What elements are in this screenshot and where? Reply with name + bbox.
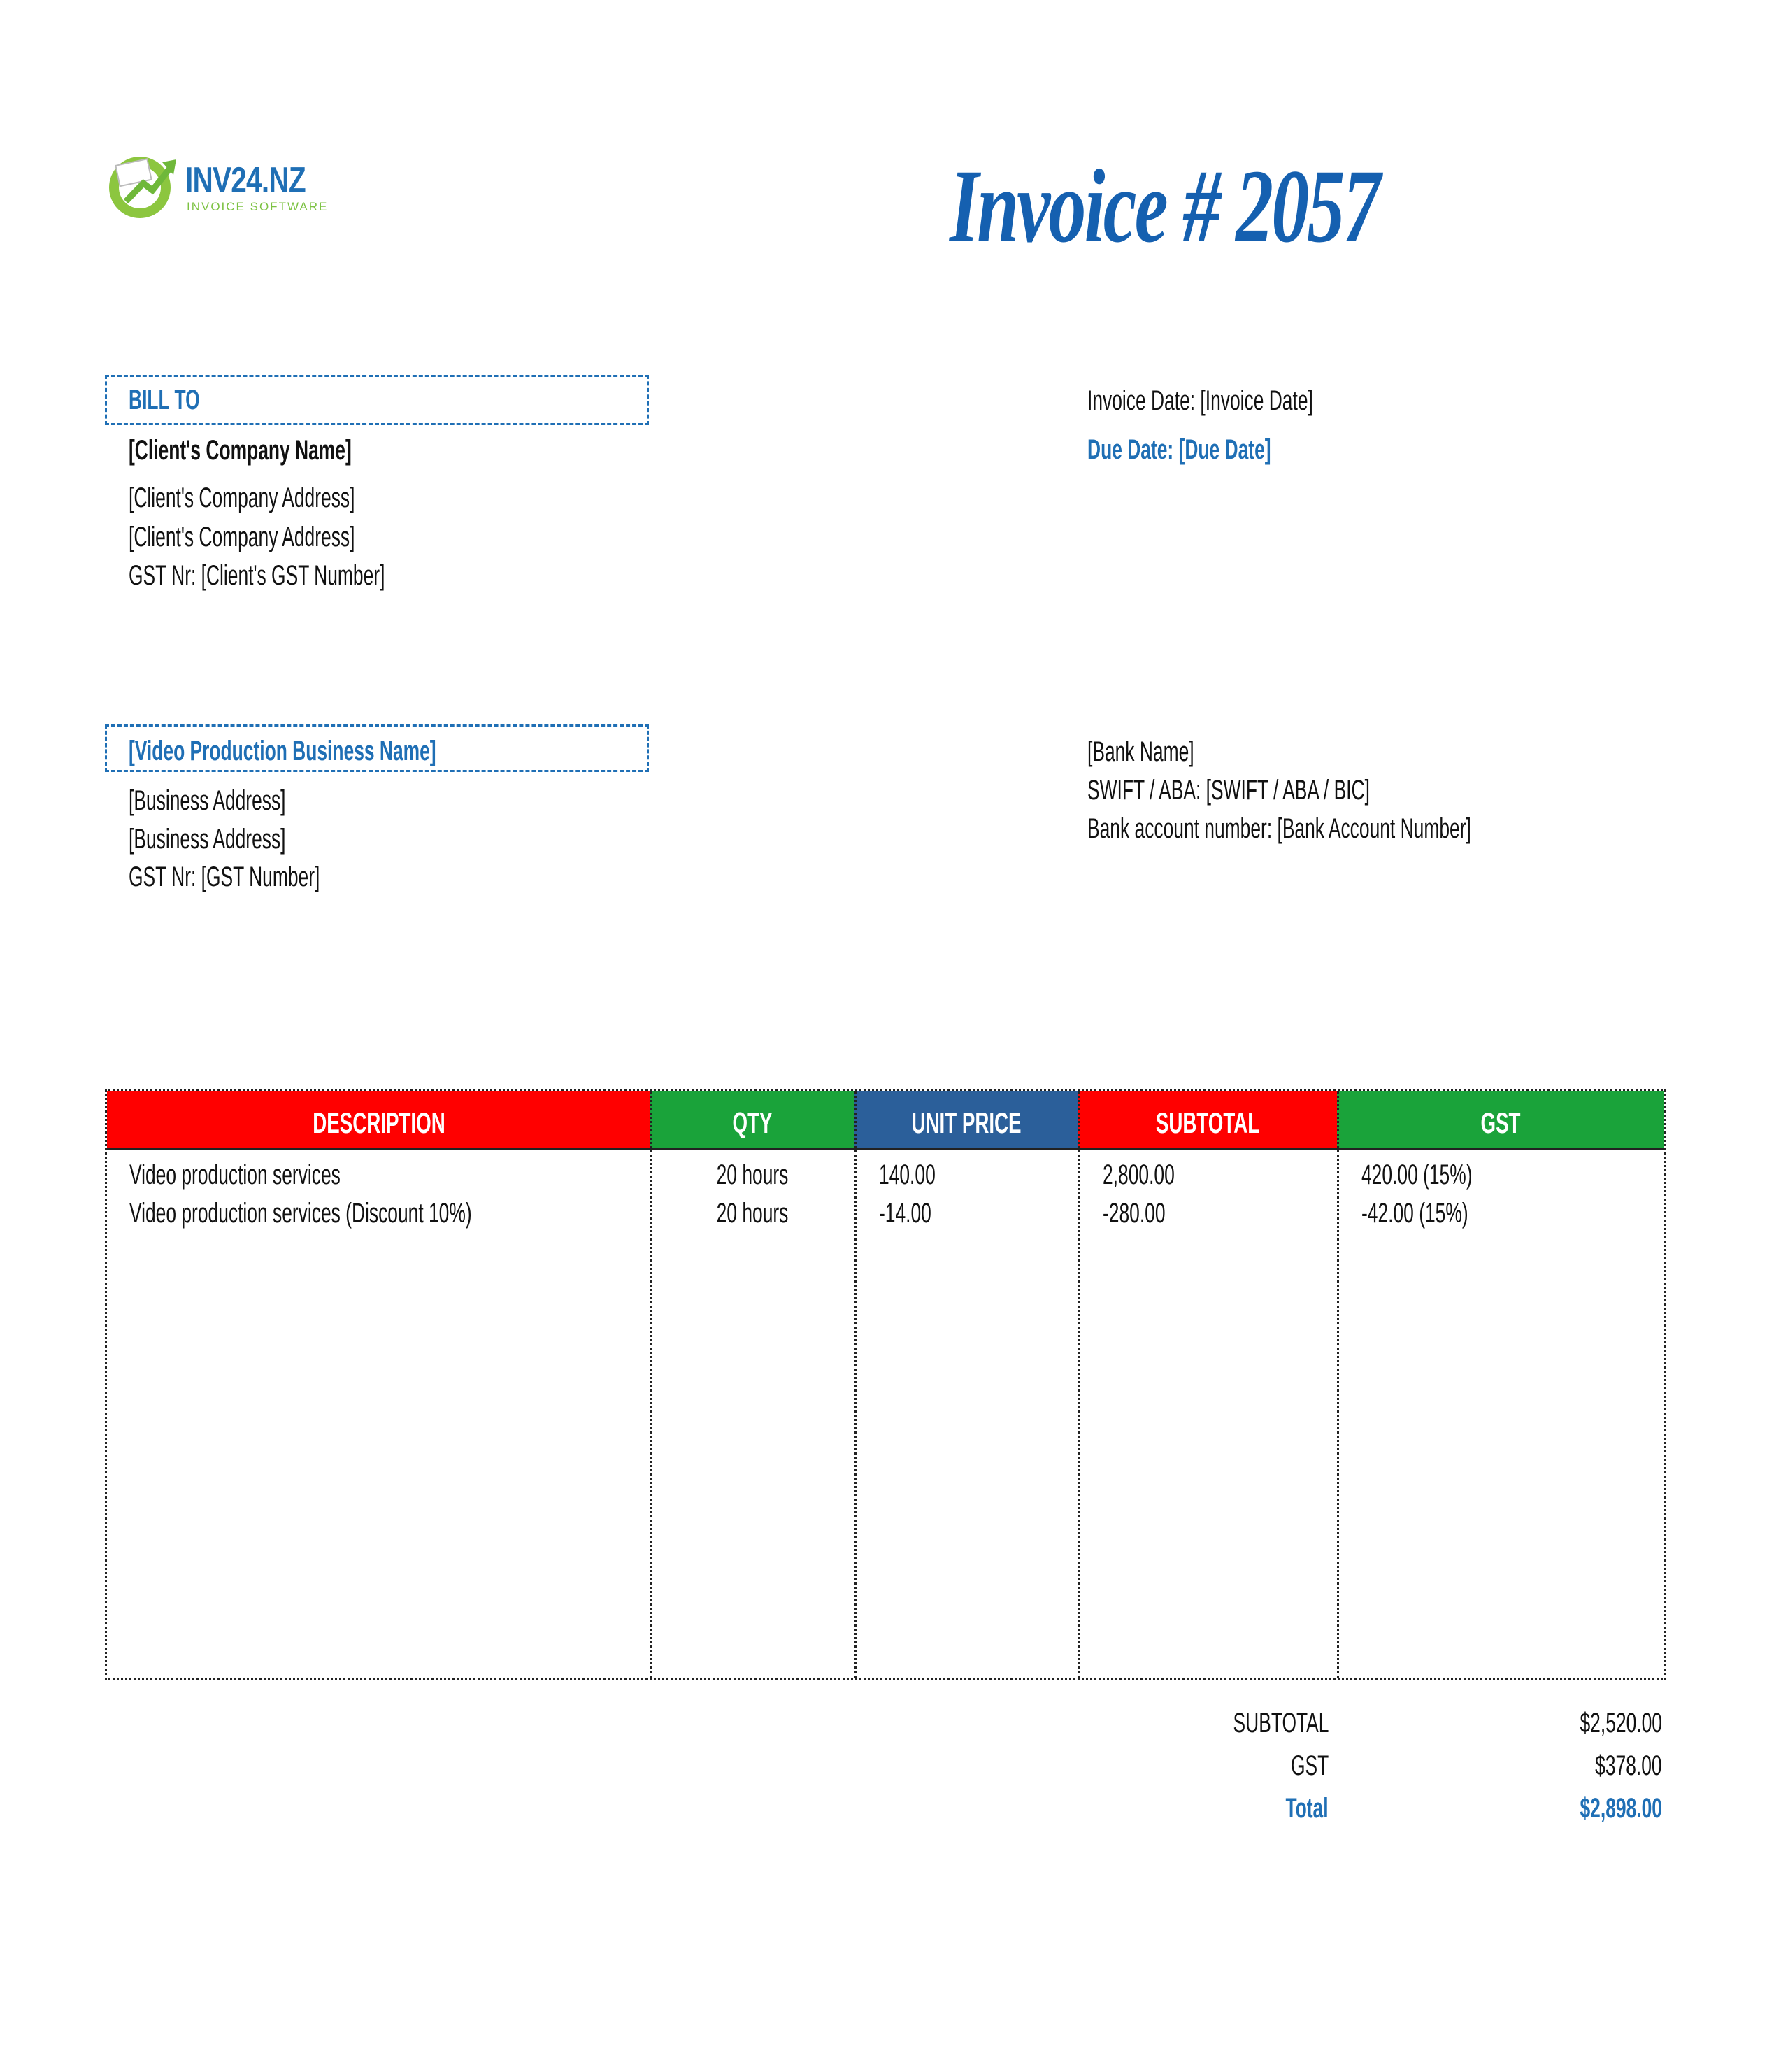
invoice-date: Invoice Date: [Invoice Date] [1087, 385, 1313, 416]
gst-label: GST [1290, 1750, 1329, 1781]
business-name: [Video Production Business Name] [129, 736, 436, 766]
row-2-qty: 20 hours [716, 1198, 789, 1229]
bank-name: [Bank Name] [1087, 736, 1194, 767]
company-logo [105, 147, 329, 224]
column-divider [1078, 1091, 1080, 1678]
header-subtotal: SUBTOTAL [1078, 1091, 1337, 1148]
business-address-2: [Business Address] [129, 824, 286, 855]
row-1-unit-price: 140.00 [879, 1159, 936, 1190]
header-unit-price: UNIT PRICE [854, 1091, 1078, 1148]
header-qty: QTY [650, 1091, 854, 1148]
column-divider [1337, 1091, 1339, 1678]
logo-icon [105, 147, 182, 224]
total-value: $2,898.00 [1580, 1793, 1662, 1824]
column-divider [854, 1091, 857, 1678]
client-address-2: [Client's Company Address] [129, 522, 355, 552]
row-1-description: Video production services [129, 1159, 341, 1190]
bill-to-label: BILL TO [129, 385, 200, 415]
header-gst: GST [1337, 1091, 1664, 1148]
row-2-gst: -42.00 (15%) [1361, 1198, 1468, 1229]
client-gst: GST Nr: [Client's GST Number] [129, 560, 385, 591]
header-divider [107, 1148, 1664, 1150]
business-gst: GST Nr: [GST Number] [129, 862, 320, 892]
row-1-gst: 420.00 (15%) [1361, 1159, 1473, 1190]
logo-tagline: INVOICE SOFTWARE [187, 200, 329, 213]
column-divider [650, 1091, 652, 1678]
row-1-subtotal: 2,800.00 [1103, 1159, 1175, 1190]
row-2-subtotal: -280.00 [1103, 1198, 1166, 1229]
row-2-description: Video production services (Discount 10%) [129, 1198, 472, 1229]
row-2-unit-price: -14.00 [879, 1198, 931, 1229]
row-1-qty: 20 hours [716, 1159, 789, 1190]
client-address-1: [Client's Company Address] [129, 483, 355, 513]
client-company-name: [Client's Company Name] [129, 435, 352, 466]
invoice-title: Invoice # 2057 [950, 148, 1379, 264]
header-description: DESCRIPTION [107, 1091, 650, 1148]
logo-name: INV24.NZ [185, 160, 306, 201]
due-date: Due Date: [Due Date] [1087, 434, 1271, 465]
subtotal-value: $2,520.00 [1580, 1708, 1662, 1738]
bank-account: Bank account number: [Bank Account Number] [1087, 813, 1471, 844]
bank-swift: SWIFT / ABA: [SWIFT / ABA / BIC] [1087, 775, 1370, 806]
gst-value: $378.00 [1595, 1750, 1662, 1781]
subtotal-label: SUBTOTAL [1233, 1708, 1329, 1738]
business-address-1: [Business Address] [129, 785, 286, 816]
total-label: Total [1285, 1793, 1329, 1824]
items-table [105, 1089, 1666, 1680]
